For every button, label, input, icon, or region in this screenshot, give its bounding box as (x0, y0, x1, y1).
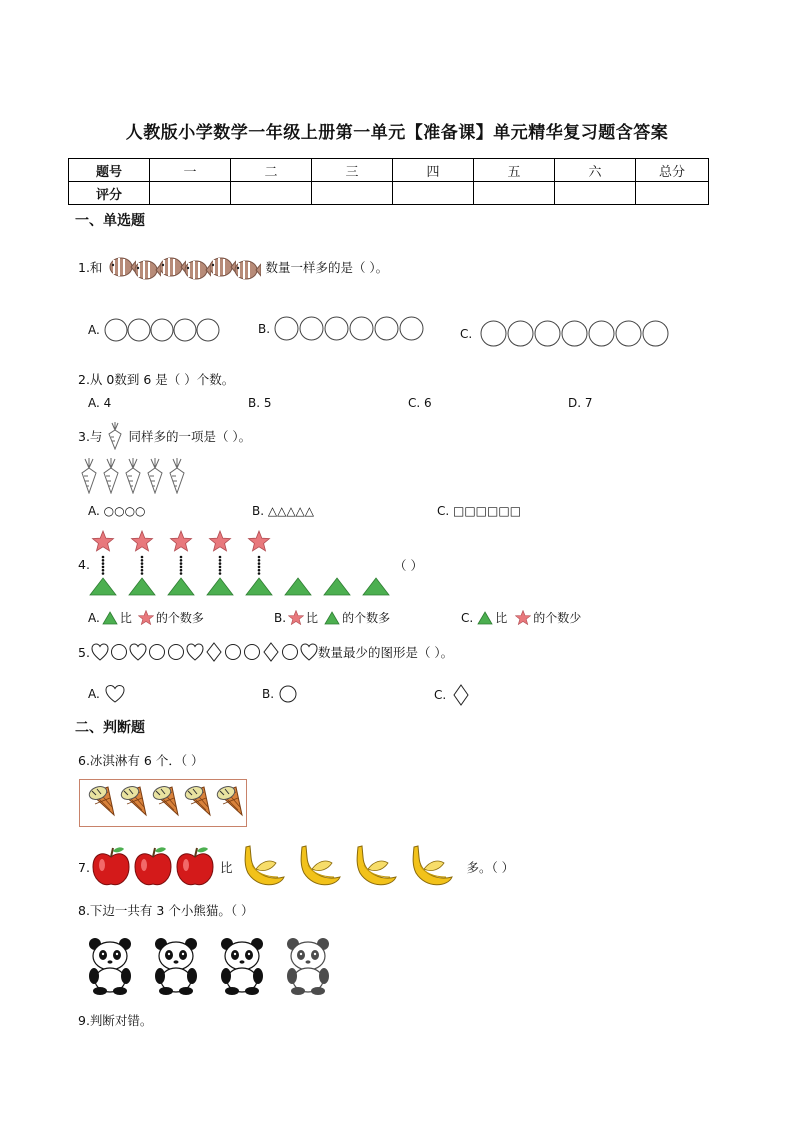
table-cell: 一 (150, 159, 231, 182)
table-row (69, 182, 709, 205)
table-cell: 评分 (69, 182, 150, 205)
panda-icon (80, 934, 142, 996)
question-3-suffix: 同样多的一项是（ ）。 (128, 429, 252, 444)
dotted-line (258, 572, 261, 575)
triangle-icon (168, 578, 194, 595)
dotted-line (141, 562, 144, 565)
q3-option-c[interactable]: C. □□□□□□ (437, 504, 522, 518)
question-5-label: 5. (78, 644, 90, 660)
option-text: 比 (119, 611, 132, 625)
table-cell: 三 (312, 159, 393, 182)
circle-icon (615, 320, 642, 347)
circle-icon (480, 320, 507, 347)
banana-icon (406, 843, 456, 891)
star-icon (93, 531, 114, 551)
circle-icon (225, 645, 240, 660)
ice-cream-picture (79, 779, 247, 827)
score-cell[interactable] (555, 182, 636, 205)
dotted-line (102, 556, 105, 559)
q4-option-b[interactable] (274, 609, 390, 626)
carrot-icon (105, 422, 125, 450)
circle-icon (282, 645, 297, 660)
q5-option-c[interactable] (434, 684, 470, 706)
q2-option-d[interactable]: D. 7 (568, 396, 593, 410)
q3-option-a[interactable]: A. ○○○○ (88, 504, 146, 518)
dotted-line (180, 566, 183, 569)
ice-cream-icon (182, 785, 213, 821)
question-6: 6.冰淇淋有 6 个．（ ） (78, 753, 204, 768)
banana-group (238, 843, 462, 891)
fish-icon (208, 252, 236, 282)
table-cell: 题号 (69, 159, 150, 182)
circle-icon (324, 316, 349, 341)
circle-icon (349, 316, 374, 341)
dotted-line (258, 562, 261, 565)
page-title: 人教版小学数学一年级上册第一单元【准备课】单元精华复习题含答案 (125, 123, 669, 143)
dotted-line (141, 572, 144, 575)
ice-cream-icon (150, 785, 181, 821)
question-3 (78, 422, 251, 450)
question-8: 8.下边一共有 3 个小熊猫。（ ） (78, 903, 254, 918)
fish-group (108, 252, 261, 282)
dotted-line (141, 559, 144, 562)
dotted-line (141, 556, 144, 559)
ice-cream-icon (86, 785, 117, 821)
dotted-line (141, 566, 144, 569)
table-cell: 六 (555, 159, 636, 182)
heart-icon (301, 644, 317, 660)
q4-option-a[interactable] (88, 609, 204, 626)
panda-icon (278, 934, 340, 996)
table-cell: 总分 (636, 159, 709, 182)
carrot-icon (78, 458, 100, 494)
q2-option-c[interactable]: C. 6 (408, 396, 432, 410)
dotted-line (102, 566, 105, 569)
dotted-line (219, 562, 222, 565)
circle-group (104, 318, 220, 342)
dotted-line (180, 562, 183, 565)
dotted-line (258, 566, 261, 569)
circle-icon (374, 316, 399, 341)
carrot-group (78, 458, 188, 494)
dotted-line (102, 569, 105, 572)
option-text: 的个数多 (342, 611, 391, 625)
dotted-line (219, 556, 222, 559)
dotted-line (180, 559, 183, 562)
question-5-suffix: 数量最少的图形是（ ）。 (317, 645, 454, 660)
star-icon (249, 531, 270, 551)
diamond-icon (264, 643, 278, 661)
score-table (68, 158, 709, 205)
diamond-icon (207, 643, 221, 661)
option-text: 的个数少 (533, 611, 582, 625)
circle-icon (104, 318, 128, 342)
question-1-suffix: 数量一样多的是（ ）。 (265, 260, 389, 275)
question-1 (78, 252, 388, 282)
circle-icon (168, 645, 183, 660)
dotted-line (180, 572, 183, 575)
option-label: B. (262, 687, 275, 701)
fish-icon (108, 252, 136, 282)
score-cell[interactable] (312, 182, 393, 205)
circle-icon (534, 320, 561, 347)
star-icon (210, 531, 231, 551)
fish-icon (233, 255, 261, 285)
circle-icon (150, 318, 174, 342)
banana-icon (294, 843, 344, 891)
score-cell[interactable] (150, 182, 231, 205)
star-icon (288, 610, 304, 625)
stars-triangles-figure (88, 530, 398, 598)
option-label: B. (274, 610, 287, 625)
q4-option-c[interactable] (461, 609, 581, 626)
circle-group (480, 320, 669, 347)
dotted-line (102, 559, 105, 562)
option-label: A. (88, 323, 100, 337)
circle-icon (507, 320, 534, 347)
q1-option-c[interactable] (460, 320, 669, 347)
triangle-icon (90, 578, 116, 595)
option-text: 比 (306, 611, 319, 625)
question-7-text: 多。（ ） (466, 860, 515, 875)
question-7-text: 比 (219, 860, 233, 875)
carrot-icon (144, 458, 166, 494)
q2-option-a[interactable]: A. 4 (88, 396, 112, 410)
star-icon (138, 610, 154, 625)
circle-icon (274, 316, 299, 341)
q3-option-b[interactable]: B. △△△△△ (252, 504, 315, 518)
question-7-label: 7. (78, 859, 90, 875)
heart-icon (130, 644, 146, 660)
score-cell[interactable] (393, 182, 474, 205)
score-cell[interactable] (231, 182, 312, 205)
shapes-sequence (90, 642, 318, 662)
circle-icon (588, 320, 615, 347)
option-text: 的个数多 (155, 611, 204, 625)
option-label: C. (460, 326, 473, 341)
circle-icon (399, 316, 424, 341)
table-cell: 二 (231, 159, 312, 182)
ice-cream-icon (214, 785, 245, 821)
dotted-line (258, 559, 261, 562)
banana-icon (350, 843, 400, 891)
triangle-icon (324, 611, 340, 625)
banana-icon (238, 843, 288, 891)
q1-option-a[interactable] (88, 318, 220, 342)
ice-cream-icon (118, 785, 149, 821)
circle-icon (278, 684, 298, 704)
table-row (69, 159, 709, 182)
question-2: 2.从 0数到 6 是（ ）个数。 (78, 372, 235, 387)
option-label: A. (88, 687, 100, 701)
circle-icon (127, 318, 151, 342)
fish-icon (158, 252, 186, 282)
section-heading-true-false: 二、判断题 (75, 720, 145, 736)
table-cell: 四 (393, 159, 474, 182)
circle-icon (173, 318, 197, 342)
fish-icon (183, 255, 211, 285)
q1-option-b[interactable] (258, 316, 424, 341)
panda-icon (146, 934, 208, 996)
carrot-icon (166, 458, 188, 494)
triangle-icon (129, 578, 155, 595)
question-4-label: 4. (78, 557, 90, 572)
q5-option-a[interactable] (88, 684, 126, 704)
option-label: C. (434, 688, 447, 702)
score-cell[interactable] (474, 182, 555, 205)
dotted-line (219, 566, 222, 569)
dotted-line (180, 569, 183, 572)
heart-icon (104, 684, 126, 704)
circle-icon (299, 316, 324, 341)
heart-icon (92, 644, 108, 660)
table-cell: 五 (474, 159, 555, 182)
dotted-line (141, 569, 144, 572)
carrot-icon (100, 458, 122, 494)
dotted-line (219, 572, 222, 575)
question-7 (78, 843, 514, 891)
q5-option-b[interactable] (262, 684, 298, 704)
dotted-line (102, 572, 105, 575)
circle-icon (111, 645, 126, 660)
option-text: 比 (495, 611, 508, 625)
option-label: C. (461, 610, 474, 625)
fish-icon (133, 255, 161, 285)
apple-icon (90, 845, 132, 889)
carrot-icon (122, 458, 144, 494)
dotted-line (180, 556, 183, 559)
star-icon (132, 531, 153, 551)
star-icon (515, 610, 531, 625)
triangle-icon (324, 578, 350, 595)
section-heading-single-choice: 一、单选题 (75, 213, 145, 229)
star-icon (171, 531, 192, 551)
panda-group (80, 934, 344, 996)
triangle-icon (477, 611, 493, 625)
dotted-line (258, 556, 261, 559)
score-cell[interactable] (636, 182, 709, 205)
circle-icon (149, 645, 164, 660)
dotted-line (219, 559, 222, 562)
circle-icon (196, 318, 220, 342)
question-4-paren: （ ） (394, 558, 423, 573)
circle-icon (642, 320, 669, 347)
heart-icon (187, 644, 203, 660)
question-3-prefix: 3.与 (78, 429, 103, 444)
ice-cream-group (80, 780, 246, 821)
diamond-icon (452, 684, 470, 706)
triangle-icon (207, 578, 233, 595)
triangle-icon (102, 611, 118, 625)
dotted-line (102, 562, 105, 565)
apple-group (90, 845, 216, 889)
circle-group (274, 316, 424, 341)
option-label: A. (88, 610, 100, 625)
circle-icon (244, 645, 259, 660)
question-1-prefix: 1.和 (78, 260, 103, 275)
circle-icon (561, 320, 588, 347)
dotted-line (258, 569, 261, 572)
panda-icon (212, 934, 274, 996)
question-9: 9.判断对错。 (78, 1013, 153, 1028)
apple-icon (174, 845, 216, 889)
triangle-icon (285, 578, 311, 595)
question-5 (78, 642, 453, 662)
apple-icon (132, 845, 174, 889)
triangle-icon (246, 578, 272, 595)
triangle-icon (363, 578, 389, 595)
q2-option-b[interactable]: B. 5 (248, 396, 272, 410)
option-label: B. (258, 321, 271, 336)
dotted-line (219, 569, 222, 572)
